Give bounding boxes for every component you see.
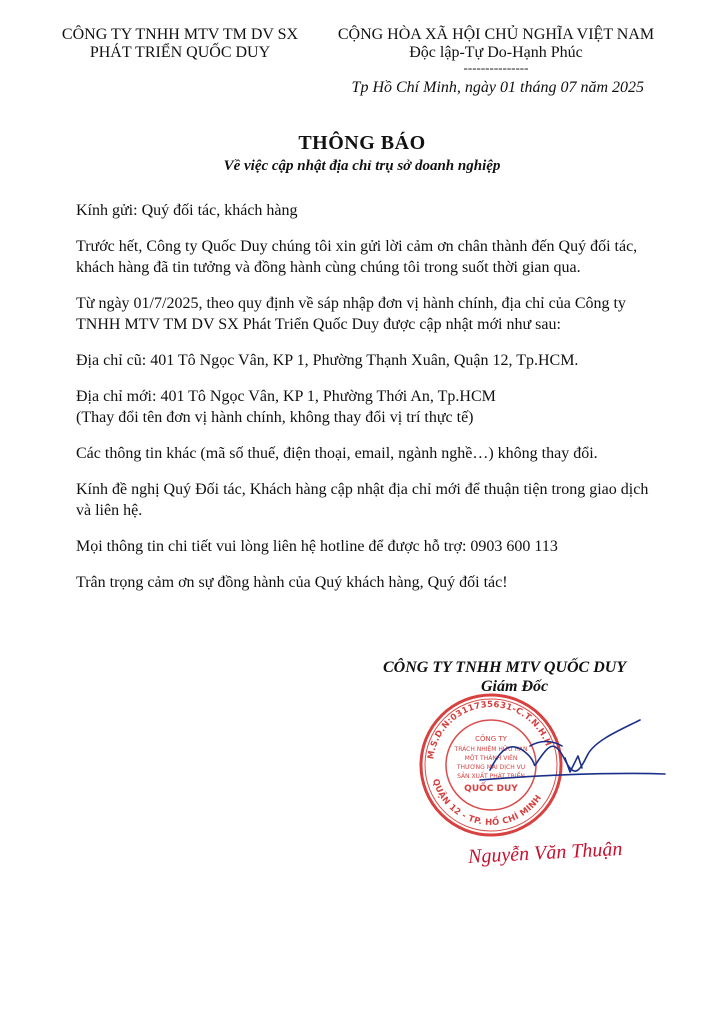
- paragraph-change: Từ ngày 01/7/2025, theo quy định về sáp nhập đơn vị hành chính, địa chỉ của Công ty TNHH MTV TM DV SX Phát Triển Quốc Duy được cập nhật mới như sau:: [76, 295, 626, 333]
- seal-line4: THƯƠNG MẠI DỊCH VỤ: [456, 764, 526, 771]
- seal-line1: CÔNG TY: [475, 735, 507, 743]
- old-address: Địa chỉ cũ: 401 Tô Ngọc Vân, KP 1, Phường Thạnh Xuân, Quận 12, Tp.HCM.: [76, 352, 579, 369]
- signature-position: Giám Đốc: [481, 678, 549, 695]
- new-address-block: [76, 386, 666, 428]
- seal-ring-bottom-text: QUẬN 12 - TP. HỒ CHÍ MINH: [429, 777, 545, 829]
- company-name-line1: CÔNG TY TNHH MTV TM DV SX: [61, 26, 299, 43]
- nation-title: CỘNG HÒA XÃ HỘI CHỦ NGHĨA VIỆT NAM: [337, 26, 655, 43]
- signer-name: Nguyễn Văn Thuận: [467, 837, 623, 869]
- signature-scribble-icon: [470, 710, 670, 790]
- paragraph-hotline: Mọi thông tin chi tiết vui lòng liên hệ hotline để được hỗ trợ: 0903 600 113: [76, 538, 558, 555]
- company-header: [50, 26, 310, 62]
- page-subtitle: Về việc cập nhật địa chỉ trụ sở doanh nghiệp: [223, 158, 501, 174]
- new-address: Địa chỉ mới: 401 Tô Ngọc Vân, KP 1, Phường Thới An, Tp.HCM: [76, 388, 496, 405]
- new-address-note: (Thay đổi tên đơn vị hành chính, không thay đổi vị trí thực tế): [76, 409, 474, 426]
- seal-line6: QUỐC DUY: [464, 784, 518, 794]
- seal-line2: TRÁCH NHIỆM HỮU HẠN: [454, 746, 528, 753]
- header-divider: ---------------: [463, 60, 529, 75]
- seal-line3: MỘT THÀNH VIÊN: [464, 755, 518, 762]
- salutation: Kính gửi: Quý đối tác, khách hàng: [76, 202, 298, 219]
- date-line: Tp Hồ Chí Minh, ngày 01 tháng 07 năm 2025: [351, 79, 644, 96]
- seal-line5: SẢN XUẤT PHÁT TRIỂN: [457, 773, 525, 780]
- seal-ring-text: M.S.D.N:0311735631-C.T.N.H.H: [426, 699, 553, 761]
- company-name-line2: PHÁT TRIỂN QUỐC DUY: [89, 44, 271, 61]
- letter-body: [76, 200, 666, 608]
- paragraph-request: Kính đề nghị Quý Đối tác, Khách hàng cập nhật địa chỉ mới để thuận tiện trong giao dịch và liên hệ.: [76, 481, 649, 519]
- page-title: THÔNG BÁO: [298, 132, 426, 154]
- paragraph-thanks: Trước hết, Công ty Quốc Duy chúng tôi xin gửi lời cảm ơn chân thành đến Quý đối tác, khách hàng đã tin tưởng và đồng hành cùng chúng tôi trong suốt thời gian qua.: [76, 238, 638, 276]
- paragraph-closing: Trân trọng cảm ơn sự đồng hành của Quý khách hàng, Quý đối tác!: [76, 574, 508, 591]
- signature-company: CÔNG TY TNHH MTV QUỐC DUY: [383, 659, 627, 676]
- nation-motto: Độc lập-Tự Do-Hạnh Phúc: [409, 44, 583, 61]
- paragraph-unchanged: Các thông tin khác (mã số thuế, điện thoại, email, ngành nghề…) không thay đổi.: [76, 445, 598, 462]
- national-header: [318, 26, 674, 74]
